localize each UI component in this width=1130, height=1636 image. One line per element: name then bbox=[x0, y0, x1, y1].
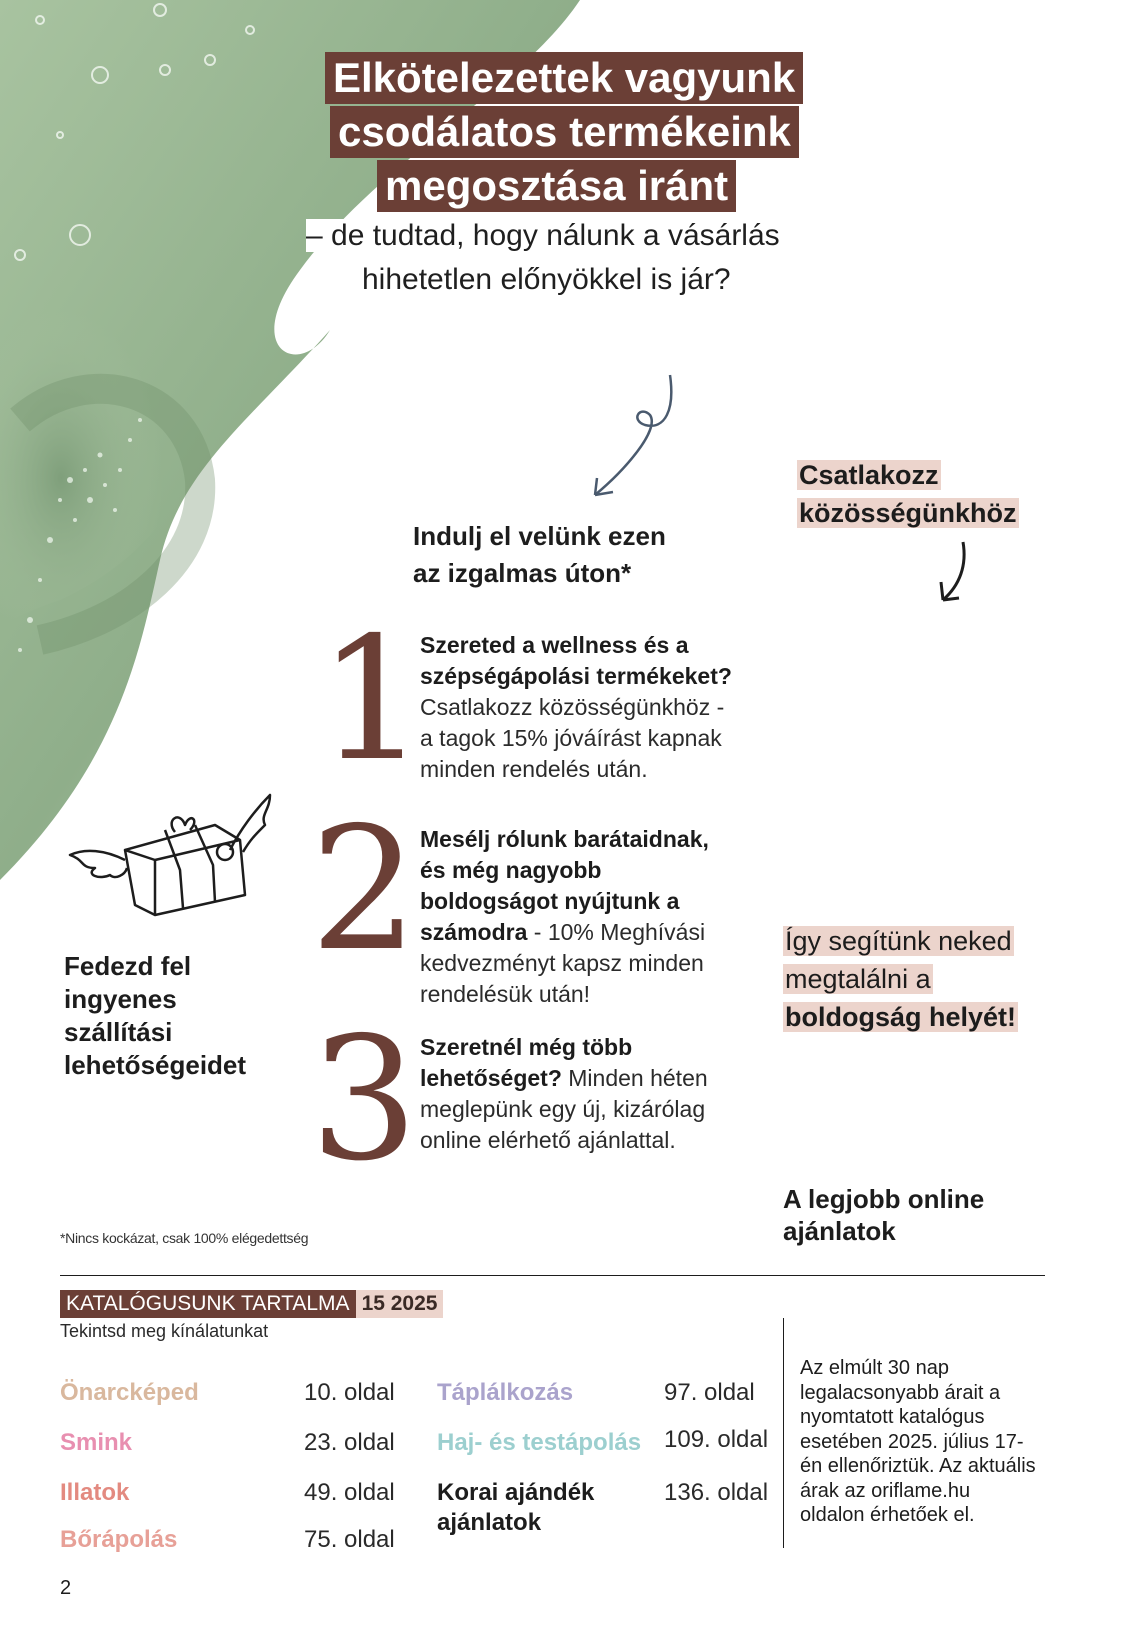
step-2-text bbox=[420, 824, 740, 1010]
happiness-line-2: megtalálni a bbox=[785, 964, 931, 994]
price-note-divider bbox=[783, 1318, 784, 1548]
free-shipping-line-3: szállítási bbox=[64, 1017, 173, 1047]
step-1-body: Csatlakozz közösségünkhöz - a tagok 15% jóváírást kapnak minden rendelés után. bbox=[420, 694, 725, 782]
flying-gift-icon bbox=[65, 780, 280, 920]
toc-divider bbox=[60, 1275, 1045, 1276]
free-shipping-line-2: ingyenes bbox=[64, 984, 177, 1014]
community-line-1: Csatlakozz bbox=[799, 460, 939, 490]
free-shipping-line-1: Fedezd fel bbox=[64, 951, 192, 981]
step-number-3: 3 bbox=[310, 1001, 419, 1199]
curly-arrow-icon bbox=[585, 370, 685, 510]
intro-line-2: az izgalmas úton* bbox=[413, 558, 632, 588]
step-3-text bbox=[420, 1032, 740, 1156]
step-3-body: Minden héten meglepünk egy új, kizárólag online elérhető ajánlattal. bbox=[420, 1065, 708, 1153]
toc-item-page: 136. oldal bbox=[664, 1479, 769, 1506]
community-line-2: közösségünkhöz bbox=[799, 498, 1017, 528]
toc-item-page: 97. oldal bbox=[664, 1379, 755, 1406]
toc-item-name: Smink bbox=[60, 1429, 133, 1456]
step-2-body: - 10% Meghívási kedvezményt kapsz minden rendelésük után! bbox=[420, 919, 706, 1007]
footnote: *Nincs kockázat, csak 100% elégedettség bbox=[60, 1230, 309, 1246]
page-number: 2 bbox=[60, 1577, 72, 1599]
toc-item-page: 23. oldal bbox=[304, 1429, 395, 1456]
step-3-bold: Szeretnél még több lehetőséget? bbox=[420, 1034, 633, 1091]
step-1-text bbox=[420, 630, 740, 785]
step-number-2: 2 bbox=[310, 791, 419, 989]
headline-line-3: megosztása iránt bbox=[377, 160, 736, 212]
toc-item-name: Korai ajándék ajánlatok bbox=[437, 1479, 595, 1536]
toc-item-page: 75. oldal bbox=[304, 1526, 395, 1553]
intro-line-1: Indulj el velünk ezen bbox=[413, 521, 666, 551]
free-shipping-line-4: lehetőségeidet bbox=[64, 1050, 247, 1080]
toc-item-page: 49. oldal bbox=[304, 1479, 395, 1506]
subheadline-line-1: – de tudtad, hogy nálunk a vásárlás bbox=[306, 219, 780, 252]
toc-item-page: 109. oldal bbox=[664, 1426, 769, 1453]
toc-item-page: 10. oldal bbox=[304, 1379, 395, 1406]
subheadline-line-2: hihetetlen előnyökkel is jár? bbox=[362, 263, 731, 296]
toc-item-name: Haj- és testápolás bbox=[437, 1429, 642, 1456]
price-note: Az elmúlt 30 nap legalacsonyabb árait a nyomtatott katalógus esetében 2025. július 17-én ellenőriztük. Az aktuális árak az oriflame.hu oldalon érhetőek el. bbox=[800, 1357, 1036, 1526]
toc-item-name: Táplálkozás bbox=[437, 1379, 574, 1406]
toc-item-name: Önarcképed bbox=[60, 1379, 199, 1406]
best-offers-line-2: ajánlatok bbox=[783, 1216, 896, 1246]
step-1-bold: Szereted a wellness és a szépségápolási termékeket? bbox=[420, 632, 732, 689]
toc-subtitle: Tekintsd meg kínálatunkat bbox=[60, 1321, 269, 1341]
headline-line-1: Elkötelezettek vagyunk bbox=[325, 52, 803, 104]
step-2-bold: Mesélj rólunk barátaidnak, és még nagyobb boldogságot nyújtunk a számodra bbox=[420, 826, 709, 945]
best-offers-line-1: A legjobb online bbox=[783, 1184, 985, 1214]
toc-item-name: Illatok bbox=[60, 1479, 130, 1506]
toc-title: KATALÓGUSUNK TARTALMA bbox=[60, 1290, 356, 1318]
step-number-1: 1 bbox=[318, 601, 427, 799]
happiness-line-3: boldogság helyét! bbox=[785, 1002, 1017, 1032]
happiness-line-1: Így segítünk neked bbox=[785, 926, 1012, 956]
toc-issue: 15 2025 bbox=[356, 1290, 444, 1318]
headline-line-2: csodálatos termékeink bbox=[330, 106, 799, 158]
toc-header bbox=[60, 1290, 443, 1318]
down-arrow-icon bbox=[935, 540, 975, 605]
toc-item-name: Bőrápolás bbox=[60, 1526, 178, 1553]
